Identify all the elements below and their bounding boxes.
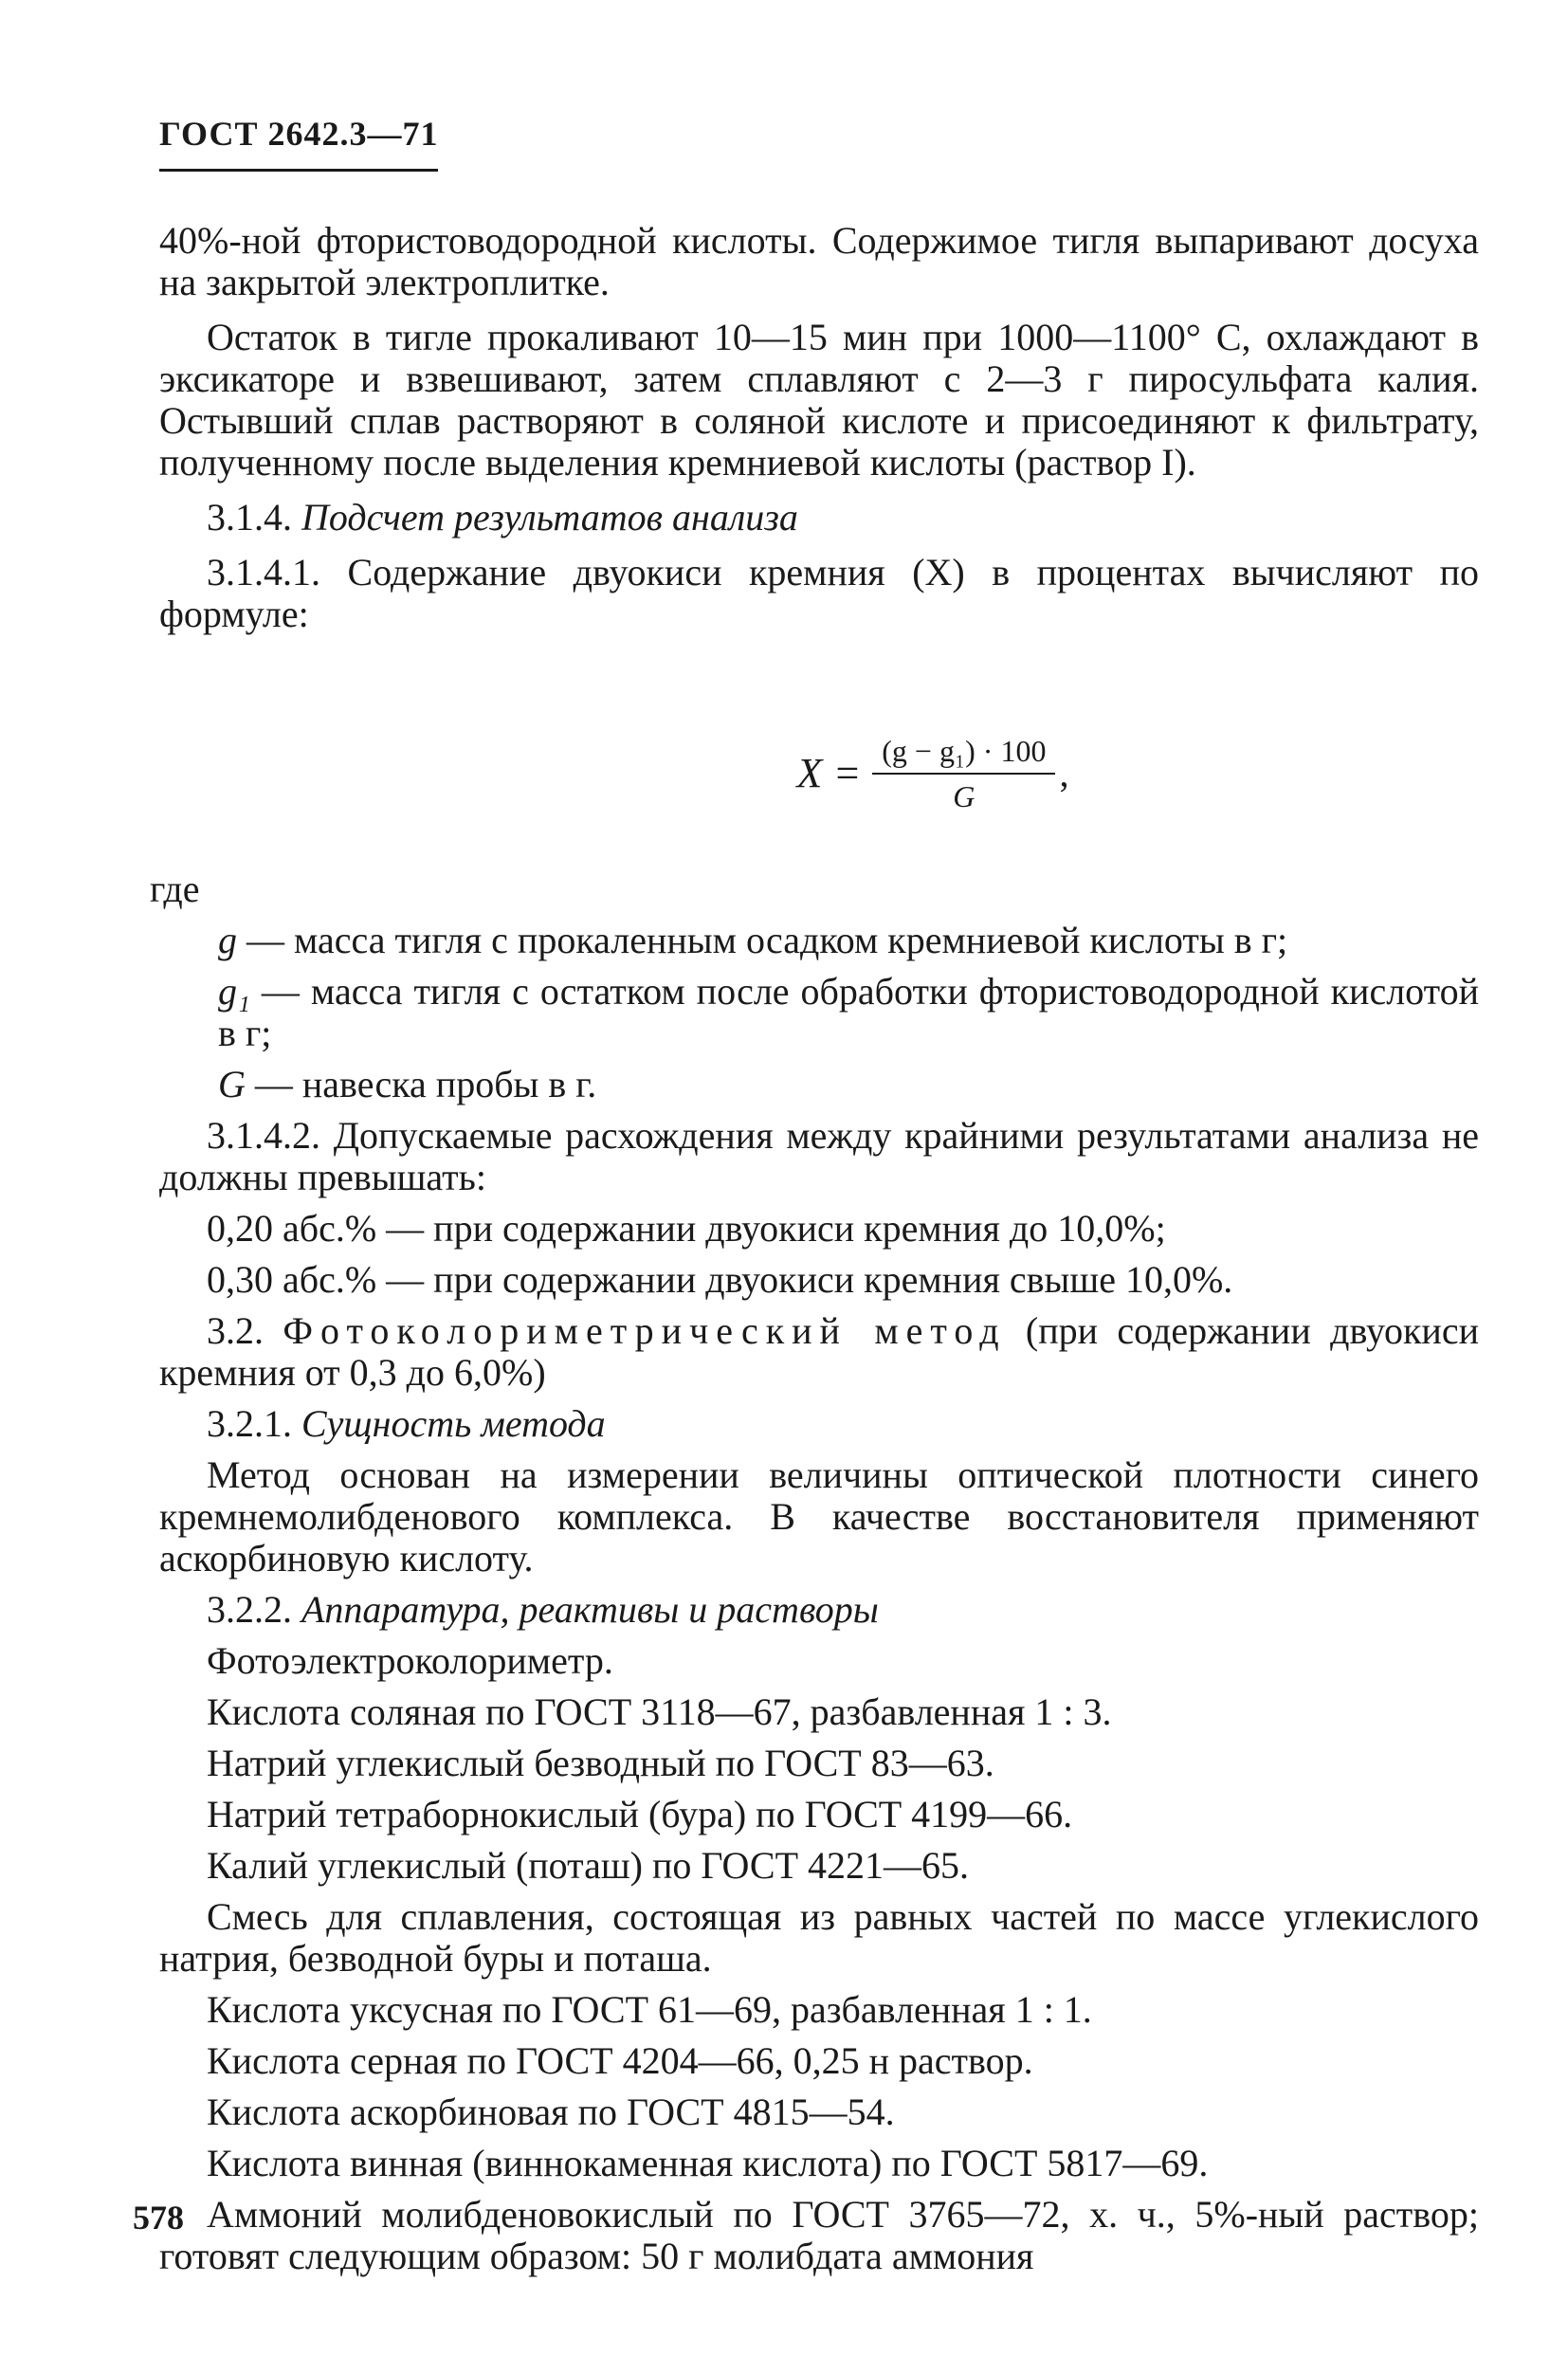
formula-equals: = <box>835 750 860 796</box>
list-item: Калий углекислый (поташ) по ГОСТ 4221—65. <box>207 1844 970 1887</box>
def-text: — масса тигля с прокаленным осадком кремниевой кислоты в г; <box>237 919 1288 961</box>
reagents-list <box>159 1640 1479 2277</box>
section-3-1-4-heading <box>159 497 1479 539</box>
section-title: Фотоколориметрический метод <box>283 1309 1007 1352</box>
section-3-2-1-heading <box>159 1403 1479 1445</box>
section-number: 3.2. <box>207 1309 264 1352</box>
definition-G <box>218 1064 1479 1105</box>
formula <box>387 717 1479 831</box>
paragraph-continuation: 40%-ной фтористоводородной кислоты. Содержимое тигля выпаривают досуха на закрытой электроплитке. <box>159 219 1479 303</box>
section-number: 3.1.4. <box>207 496 292 539</box>
formula-fraction <box>872 733 1055 814</box>
formula-numerator: (g − g₁) · 100 <box>872 733 1055 775</box>
section-title-rest: (при содержании двуокиси кремния от 0,3 до 6,0%) <box>159 1309 1479 1394</box>
def-text: — масса тигля с остатком после обработки фтористоводородной кислотой в г; <box>218 970 1479 1054</box>
definitions-list <box>159 920 1479 1105</box>
list-item: Натрий углекислый безводный по ГОСТ 83—63. <box>207 1742 994 1784</box>
section-3-2-2-heading <box>159 1589 1479 1631</box>
definition-g <box>218 920 1479 961</box>
page-number: 578 <box>133 2199 184 2237</box>
section-number: 3.2.1. <box>207 1402 292 1445</box>
list-item: Натрий тетраборнокислый (бура) по ГОСТ 4199—66. <box>207 1793 1073 1835</box>
tolerance-line-1: 0,20 абс.% — при содержании двуокиси кремния до 10,0%; <box>207 1207 1166 1250</box>
list-item: Смесь для сплавления, состоящая из равных частей по массе углекислого натрия, безводной буры и поташа. <box>159 1895 1479 1980</box>
list-item: Фотоэлектроколориметр. <box>207 1639 613 1682</box>
section-title: Аппаратура, реактивы и растворы <box>301 1588 879 1631</box>
def-symbol: g₁ <box>218 970 250 1013</box>
formula-denominator: G <box>953 779 975 813</box>
section-title: Подсчет результатов анализа <box>301 496 798 539</box>
page-header: ГОСТ 2642.3—71 <box>159 114 438 172</box>
section-3-1-4-2: 3.1.4.2. Допускаемые расхождения между крайними результатами анализа не должны превышать: <box>159 1114 1479 1198</box>
paragraph-residue: Остаток в тигле прокаливают 10—15 мин при 1000—1100° С, охлаждают в эксикаторе и взвешивают, затем сплавляют с 2—3 г пиросульфата калия. Остывший сплав растворяют в соляной кислоте и присоединяют к фильтрату, полученному после выделения кремниевой кислоты (раствор I). <box>159 316 1479 484</box>
list-item: Аммоний молибденовокислый по ГОСТ 3765—72, х. ч., 5%-ный раствор; готовят следующим образом: 50 г молибдата аммония <box>159 2193 1479 2277</box>
def-symbol: g <box>218 919 237 961</box>
definition-g1 <box>218 971 1479 1054</box>
list-item: Кислота соляная по ГОСТ 3118—67, разбавленная 1 : 3. <box>207 1690 1112 1733</box>
list-item: Кислота винная (виннокаменная кислота) по ГОСТ 5817—69. <box>207 2142 1209 2184</box>
tolerance-line-2: 0,30 абс.% — при содержании двуокиси кремния свыше 10,0%. <box>207 1258 1233 1301</box>
where-label: где <box>150 867 200 910</box>
section-number: 3.2.2. <box>207 1588 292 1631</box>
list-item: Кислота аскорбиновая по ГОСТ 4815—54. <box>207 2091 895 2133</box>
def-text: — навеска пробы в г. <box>245 1063 597 1105</box>
formula-comma: , <box>1059 752 1069 794</box>
section-3-2-1-body: Метод основан на измерении величины оптической плотности синего кремнемолибденового комплекса. В качестве восстановителя применяют аскорбиновую кислоту. <box>159 1453 1479 1580</box>
def-symbol: G <box>218 1063 246 1105</box>
list-item: Кислота уксусная по ГОСТ 61—69, разбавленная 1 : 1. <box>207 1988 1092 2031</box>
section-title: Сущность метода <box>301 1402 606 1445</box>
formula-lhs: X <box>796 750 823 796</box>
section-3-2-heading <box>159 1310 1479 1394</box>
section-3-1-4-1: 3.1.4.1. Содержание двуокиси кремния (X) в процентах вычисляют по формуле: <box>159 551 1479 635</box>
list-item: Кислота серная по ГОСТ 4204—66, 0,25 н раствор. <box>207 2039 1033 2082</box>
